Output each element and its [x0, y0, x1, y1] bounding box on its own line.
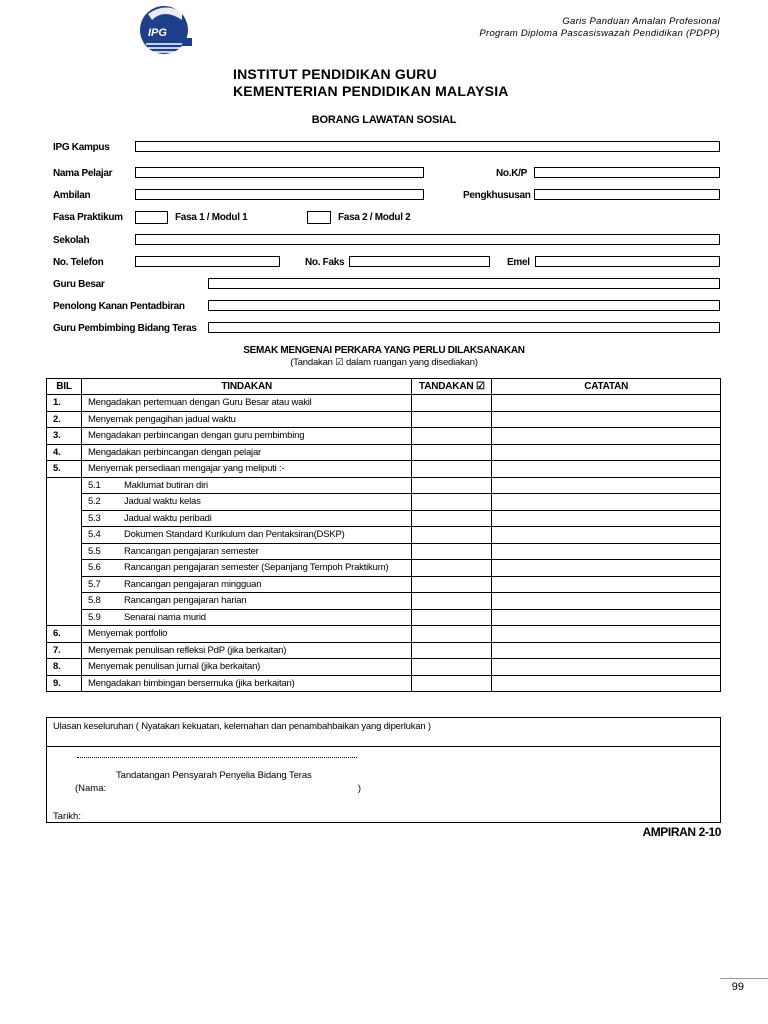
row-tandakan-cell[interactable]	[412, 543, 492, 560]
subitem-number: 5.4	[87, 529, 101, 541]
row-subitem	[81, 593, 411, 610]
subitem-number: 5.3	[87, 512, 101, 524]
row-bil: 1.	[47, 395, 82, 412]
row-bil: 3.	[47, 428, 82, 445]
row-catatan-cell[interactable]	[492, 428, 721, 445]
row-catatan-cell[interactable]	[492, 576, 721, 593]
subitem-number: 5.2	[87, 496, 101, 508]
table-row	[47, 675, 721, 692]
no-telefon-field[interactable]	[135, 256, 280, 267]
row-bil: 8.	[47, 659, 82, 676]
ambilan-field[interactable]	[135, 189, 424, 200]
row-catatan-cell[interactable]	[492, 609, 721, 626]
label-guru-pembimbing: Guru Pembimbing Bidang Teras	[53, 323, 197, 334]
row-subitem	[81, 560, 411, 577]
subitem-text: Jadual waktu peribadi	[123, 512, 212, 524]
penolong-kanan-field[interactable]	[208, 300, 720, 311]
table-row	[47, 510, 721, 527]
label-emel: Emel	[507, 257, 530, 268]
table-row	[47, 642, 721, 659]
row-bil	[47, 477, 82, 494]
subitem-text: Senarai nama murid	[123, 611, 206, 623]
row-subitem	[81, 494, 411, 511]
row-bil: 6.	[47, 626, 82, 643]
label-ipg-kampus: IPG Kampus	[53, 142, 110, 153]
no-faks-field[interactable]	[349, 256, 490, 267]
table-row	[47, 527, 721, 544]
row-bil	[47, 560, 82, 577]
row-catatan-cell[interactable]	[492, 444, 721, 461]
table-row	[47, 543, 721, 560]
row-catatan-cell[interactable]	[492, 510, 721, 527]
row-tandakan-cell[interactable]	[412, 527, 492, 544]
ampiran-label: AMPIRAN 2-10	[642, 825, 721, 839]
table-row	[47, 576, 721, 593]
row-tandakan-cell[interactable]	[412, 477, 492, 494]
tarikh-label: Tarikh:	[53, 811, 81, 822]
row-tindakan: Menyemak penulisan jurnal (jika berkaitan)	[81, 659, 411, 676]
row-subitem	[81, 477, 411, 494]
subitem-number: 5.6	[87, 562, 101, 574]
subitem-number: 5.1	[87, 479, 101, 491]
nama-open: (Nama:	[75, 783, 107, 794]
rows-main	[47, 395, 721, 478]
row-bil	[47, 593, 82, 610]
header-bil: BIL	[47, 379, 82, 395]
row-catatan-cell[interactable]	[492, 395, 721, 412]
table-row	[47, 461, 721, 478]
label-fasa-praktikum: Fasa Praktikum	[53, 212, 123, 223]
guide-header	[479, 16, 720, 40]
subitem-text: Dokumen Standard Kurikulum dan Pentaksiran(DSKP)	[123, 529, 345, 541]
nama-line	[75, 783, 361, 794]
row-catatan-cell[interactable]	[492, 593, 721, 610]
row-catatan-cell[interactable]	[492, 477, 721, 494]
guide-line-1: Garis Panduan Amalan Profesional	[562, 16, 720, 27]
label-penolong-kanan: Penolong Kanan Pentadbiran	[53, 301, 185, 312]
table-row	[47, 609, 721, 626]
label-fasa1: Fasa 1 / Modul 1	[175, 212, 248, 223]
header-tandakan: TANDAKAN ☑	[412, 379, 492, 395]
row-tindakan: Menyemak portfolio	[81, 626, 411, 643]
row-tandakan-cell[interactable]	[412, 609, 492, 626]
row-bil	[47, 527, 82, 544]
row-bil	[47, 510, 82, 527]
nama-close: )	[357, 783, 361, 794]
row-tandakan-cell[interactable]	[412, 659, 492, 676]
row-bil: 7.	[47, 642, 82, 659]
header-tindakan: TINDAKAN	[81, 379, 411, 395]
row-bil	[47, 576, 82, 593]
subitem-text: Jadual waktu kelas	[123, 496, 201, 508]
table-row	[47, 659, 721, 676]
ulasan-label: Ulasan keseluruhan ( Nyatakan kekuatan, kelemahan dan penambahbaikan yang diperlukan )	[53, 721, 431, 732]
row-tandakan-cell[interactable]	[412, 675, 492, 692]
ipg-logo	[138, 0, 194, 62]
table-row	[47, 477, 721, 494]
row-tindakan: Mengadakan bimbingan bersemuka (jika berkaitan)	[81, 675, 411, 692]
ulasan-divider	[47, 746, 720, 747]
row-catatan-cell[interactable]	[492, 461, 721, 478]
row-tindakan: Menyemak persediaan mengajar yang meliputi :-	[81, 461, 411, 478]
logo-text: IPG	[148, 27, 167, 39]
row-catatan-cell[interactable]	[492, 675, 721, 692]
row-tindakan: Menyemak penulisan refleksi PdP (jika berkaitan)	[81, 642, 411, 659]
row-subitem	[81, 609, 411, 626]
row-catatan-cell[interactable]	[492, 527, 721, 544]
row-catatan-cell[interactable]	[492, 494, 721, 511]
page-number: 99	[731, 981, 744, 993]
no-kp-field[interactable]	[534, 167, 720, 178]
label-no-telefon: No. Telefon	[53, 257, 104, 268]
table-row	[47, 626, 721, 643]
rows-sub	[47, 477, 721, 626]
signature-label: Tandatangan Pensyarah Penyelia Bidang Teras	[116, 770, 312, 781]
table-row	[47, 593, 721, 610]
guide-line-2: Program Diploma Pascasiswazah Pendidikan (PDPP)	[479, 28, 720, 39]
row-tandakan-cell[interactable]	[412, 576, 492, 593]
institute-line-1: INSTITUT PENDIDIKAN GURU	[233, 66, 437, 82]
form-title: BORANG LAWATAN SOSIAL	[311, 114, 457, 126]
semak-subtitle: (Tandakan ☑ dalam ruangan yang disediakan)	[290, 357, 478, 368]
table-header-row	[47, 379, 721, 395]
label-nama-pelajar: Nama Pelajar	[53, 168, 113, 179]
rows-after	[47, 626, 721, 692]
label-no-faks: No. Faks	[305, 257, 345, 268]
label-fasa2: Fasa 2 / Modul 2	[338, 212, 411, 223]
subitem-text: Rancangan pengajaran semester (Sepanjang Tempoh Praktikum)	[123, 562, 389, 574]
label-guru-besar: Guru Besar	[53, 279, 105, 290]
row-catatan-cell[interactable]	[492, 642, 721, 659]
subitem-number: 5.5	[87, 545, 101, 557]
row-catatan-cell[interactable]	[492, 626, 721, 643]
row-catatan-cell[interactable]	[492, 560, 721, 577]
row-subitem	[81, 527, 411, 544]
row-tindakan: Mengadakan perbincangan dengan pelajar	[81, 444, 411, 461]
subitem-number: 5.9	[87, 611, 101, 623]
table-row	[47, 428, 721, 445]
row-bil: 4.	[47, 444, 82, 461]
table-row	[47, 444, 721, 461]
row-tandakan-cell[interactable]	[412, 593, 492, 610]
row-bil	[47, 609, 82, 626]
row-tandakan-cell[interactable]	[412, 642, 492, 659]
row-tindakan: Mengadakan perbincangan dengan guru pembimbing	[81, 428, 411, 445]
table-row	[47, 395, 721, 412]
row-bil	[47, 543, 82, 560]
row-bil: 5.	[47, 461, 82, 478]
subitem-text: Rancangan pengajaran semester	[123, 545, 259, 557]
guru-besar-field[interactable]	[208, 278, 720, 289]
row-bil	[47, 494, 82, 511]
header-catatan: CATATAN	[492, 379, 721, 395]
pengkhususan-field[interactable]	[534, 189, 720, 200]
row-bil: 9.	[47, 675, 82, 692]
row-subitem	[81, 543, 411, 560]
row-tandakan-cell[interactable]	[412, 461, 492, 478]
label-ambilan: Ambilan	[53, 190, 91, 201]
institute-line-2: KEMENTERIAN PENDIDIKAN MALAYSIA	[233, 83, 509, 99]
table-row	[47, 560, 721, 577]
checklist-table	[46, 378, 721, 692]
page-number-rule	[720, 978, 768, 979]
row-tandakan-cell[interactable]	[412, 494, 492, 511]
row-tindakan: Mengadakan pertemuan dengan Guru Besar atau wakil	[81, 395, 411, 412]
row-subitem	[81, 576, 411, 593]
subitem-text: Rancangan pengajaran harian	[123, 595, 247, 607]
label-no-kp: No.K/P	[496, 168, 527, 179]
table-row	[47, 411, 721, 428]
sekolah-field[interactable]	[135, 234, 720, 245]
label-pengkhususan: Pengkhususan	[463, 190, 531, 201]
row-tandakan-cell[interactable]	[412, 411, 492, 428]
subitem-number: 5.8	[87, 595, 101, 607]
nama-pelajar-field[interactable]	[135, 167, 424, 178]
row-tandakan-cell[interactable]	[412, 444, 492, 461]
row-bil: 2.	[47, 411, 82, 428]
semak-title: SEMAK MENGENAI PERKARA YANG PERLU DILAKSANAKAN	[243, 345, 525, 356]
row-subitem	[81, 510, 411, 527]
row-tandakan-cell[interactable]	[412, 560, 492, 577]
row-catatan-cell[interactable]	[492, 659, 721, 676]
signature-line[interactable]	[77, 757, 357, 758]
subitem-text: Maklumat butiran diri	[123, 479, 208, 491]
label-sekolah: Sekolah	[53, 235, 90, 246]
fasa2-checkbox[interactable]	[307, 211, 331, 224]
row-tandakan-cell[interactable]	[412, 626, 492, 643]
row-tandakan-cell[interactable]	[412, 428, 492, 445]
institute-title	[233, 66, 509, 100]
row-tindakan: Menyemak pengagihan jadual waktu	[81, 411, 411, 428]
subitem-number: 5.7	[87, 578, 101, 590]
row-tandakan-cell[interactable]	[412, 510, 492, 527]
ipg-kampus-field[interactable]	[135, 141, 720, 152]
guru-pembimbing-field[interactable]	[208, 322, 720, 333]
subitem-text: Rancangan pengajaran mingguan	[123, 578, 262, 590]
fasa1-checkbox[interactable]	[135, 211, 168, 224]
row-catatan-cell[interactable]	[492, 543, 721, 560]
row-catatan-cell[interactable]	[492, 411, 721, 428]
table-row	[47, 494, 721, 511]
row-tandakan-cell[interactable]	[412, 395, 492, 412]
emel-field[interactable]	[535, 256, 720, 267]
